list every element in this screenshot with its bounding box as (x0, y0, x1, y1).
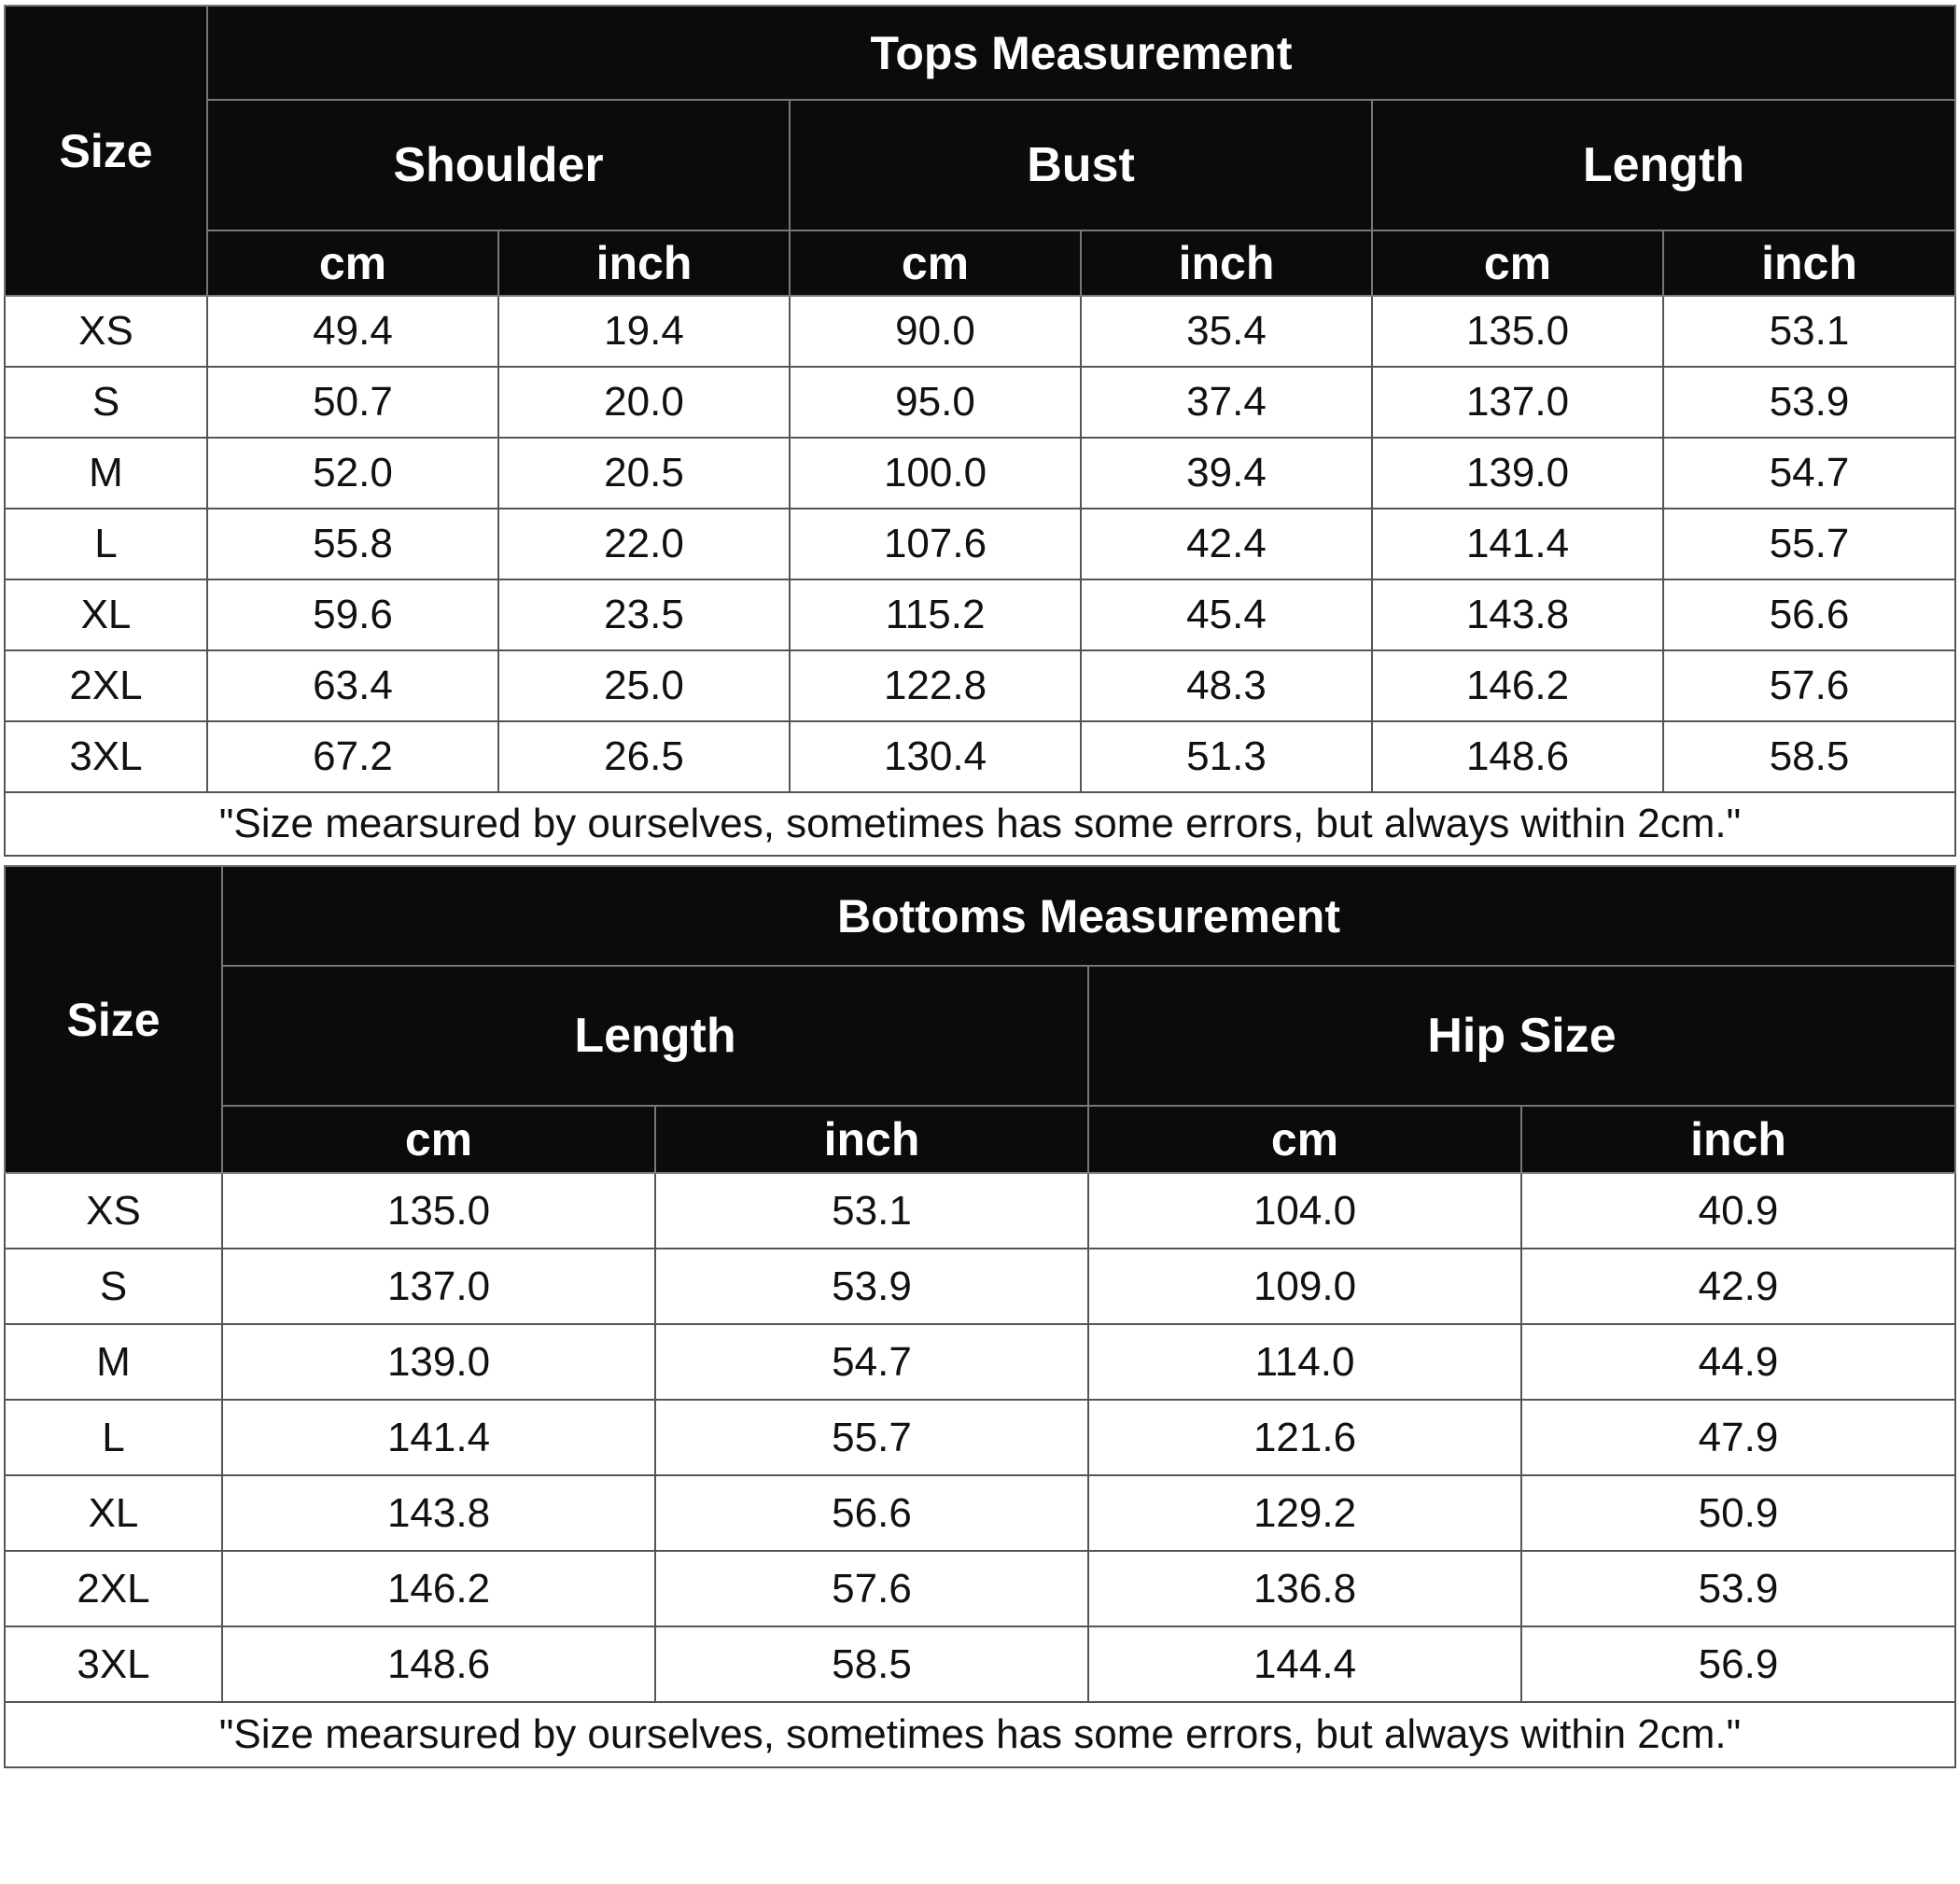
table-cell: 50.9 (1521, 1475, 1955, 1551)
table-row (5, 1324, 1955, 1400)
table-row (5, 438, 1955, 509)
table-cell: 58.5 (655, 1626, 1088, 1702)
unit-header: inch (498, 230, 790, 296)
table-cell: 54.7 (1663, 438, 1955, 509)
group-header-length: Length (1372, 100, 1955, 230)
table-cell: 23.5 (498, 579, 790, 650)
size-header: Size (5, 6, 207, 296)
table-cell: 109.0 (1088, 1249, 1521, 1324)
table-row (5, 579, 1955, 650)
size-cell: S (5, 367, 207, 438)
table-cell: 49.4 (207, 296, 498, 367)
table-cell: 59.6 (207, 579, 498, 650)
table-cell: 121.6 (1088, 1400, 1521, 1475)
table-cell: 90.0 (790, 296, 1081, 367)
table-cell: 148.6 (222, 1626, 655, 1702)
table-cell: 53.1 (1663, 296, 1955, 367)
table-cell: 26.5 (498, 721, 790, 792)
table-cell: 25.0 (498, 650, 790, 721)
table-cell: 56.6 (655, 1475, 1088, 1551)
table-cell: 100.0 (790, 438, 1081, 509)
table-cell: 20.5 (498, 438, 790, 509)
table-cell: 135.0 (222, 1173, 655, 1249)
unit-header: inch (1081, 230, 1372, 296)
table-cell: 22.0 (498, 509, 790, 579)
table-cell: 107.6 (790, 509, 1081, 579)
table-cell: 42.4 (1081, 509, 1372, 579)
table-cell: 51.3 (1081, 721, 1372, 792)
table-row (5, 1249, 1955, 1324)
size-cell: XL (5, 579, 207, 650)
table-cell: 53.9 (1663, 367, 1955, 438)
size-cell: XS (5, 296, 207, 367)
table-cell: 137.0 (222, 1249, 655, 1324)
table-cell: 19.4 (498, 296, 790, 367)
table-cell: 45.4 (1081, 579, 1372, 650)
table-row (5, 509, 1955, 579)
table-cell: 122.8 (790, 650, 1081, 721)
table-cell: 146.2 (222, 1551, 655, 1626)
table-cell: 20.0 (498, 367, 790, 438)
table-cell: 115.2 (790, 579, 1081, 650)
size-cell: 2XL (5, 650, 207, 721)
unit-header: inch (1521, 1106, 1955, 1173)
table-row (5, 1475, 1955, 1551)
bottoms-size-table (4, 865, 1956, 1768)
size-cell: 2XL (5, 1551, 222, 1626)
group-header-bust: Bust (790, 100, 1372, 230)
table-cell: 44.9 (1521, 1324, 1955, 1400)
table-cell: 95.0 (790, 367, 1081, 438)
table-cell: 50.7 (207, 367, 498, 438)
unit-header: cm (222, 1106, 655, 1173)
table-cell: 42.9 (1521, 1249, 1955, 1324)
size-cell: XS (5, 1173, 222, 1249)
table-cell: 53.9 (1521, 1551, 1955, 1626)
table-cell: 143.8 (1372, 579, 1663, 650)
size-cell: M (5, 438, 207, 509)
table-cell: 48.3 (1081, 650, 1372, 721)
table-cell: 40.9 (1521, 1173, 1955, 1249)
measurement-note: "Size mearsured by ourselves, sometimes has some errors, but always within 2cm." (5, 792, 1955, 856)
table-row (5, 296, 1955, 367)
size-cell: L (5, 509, 207, 579)
tops-size-table (4, 5, 1956, 857)
table-cell: 37.4 (1081, 367, 1372, 438)
table-cell: 55.8 (207, 509, 498, 579)
unit-header: inch (1663, 230, 1955, 296)
table-cell: 47.9 (1521, 1400, 1955, 1475)
table-cell: 148.6 (1372, 721, 1663, 792)
table-row (5, 721, 1955, 792)
table-cell: 56.9 (1521, 1626, 1955, 1702)
table-cell: 139.0 (222, 1324, 655, 1400)
table-cell: 143.8 (222, 1475, 655, 1551)
table-row (5, 1551, 1955, 1626)
table-cell: 57.6 (1663, 650, 1955, 721)
table-cell: 55.7 (655, 1400, 1088, 1475)
table-row (5, 1626, 1955, 1702)
table-cell: 39.4 (1081, 438, 1372, 509)
size-header: Size (5, 866, 222, 1173)
table-cell: 57.6 (655, 1551, 1088, 1626)
table-cell: 63.4 (207, 650, 498, 721)
table-cell: 139.0 (1372, 438, 1663, 509)
group-header-hip-size: Hip Size (1088, 966, 1955, 1106)
size-cell: XL (5, 1475, 222, 1551)
table-cell: 135.0 (1372, 296, 1663, 367)
table-cell: 141.4 (1372, 509, 1663, 579)
size-cell: 3XL (5, 1626, 222, 1702)
table-cell: 58.5 (1663, 721, 1955, 792)
table-row (5, 367, 1955, 438)
size-cell: S (5, 1249, 222, 1324)
size-cell: 3XL (5, 721, 207, 792)
unit-header: cm (1088, 1106, 1521, 1173)
table-cell: 52.0 (207, 438, 498, 509)
table-cell: 55.7 (1663, 509, 1955, 579)
table-cell: 56.6 (1663, 579, 1955, 650)
size-cell: L (5, 1400, 222, 1475)
table-cell: 144.4 (1088, 1626, 1521, 1702)
unit-header: cm (790, 230, 1081, 296)
table-row (5, 650, 1955, 721)
unit-header: cm (1372, 230, 1663, 296)
unit-header: cm (207, 230, 498, 296)
table-cell: 53.1 (655, 1173, 1088, 1249)
table-cell: 141.4 (222, 1400, 655, 1475)
table-cell: 129.2 (1088, 1475, 1521, 1551)
table-cell: 114.0 (1088, 1324, 1521, 1400)
size-cell: M (5, 1324, 222, 1400)
table-title: Bottoms Measurement (222, 866, 1955, 966)
table-row (5, 1173, 1955, 1249)
table-cell: 67.2 (207, 721, 498, 792)
table-cell: 130.4 (790, 721, 1081, 792)
table-cell: 53.9 (655, 1249, 1088, 1324)
table-cell: 136.8 (1088, 1551, 1521, 1626)
table-cell: 137.0 (1372, 367, 1663, 438)
table-title: Tops Measurement (207, 6, 1955, 100)
measurement-note: "Size mearsured by ourselves, sometimes has some errors, but always within 2cm." (5, 1702, 1955, 1767)
table-cell: 35.4 (1081, 296, 1372, 367)
table-row (5, 1400, 1955, 1475)
group-header-shoulder: Shoulder (207, 100, 790, 230)
table-cell: 104.0 (1088, 1173, 1521, 1249)
table-cell: 54.7 (655, 1324, 1088, 1400)
group-header-length: Length (222, 966, 1088, 1106)
table-cell: 146.2 (1372, 650, 1663, 721)
unit-header: inch (655, 1106, 1088, 1173)
